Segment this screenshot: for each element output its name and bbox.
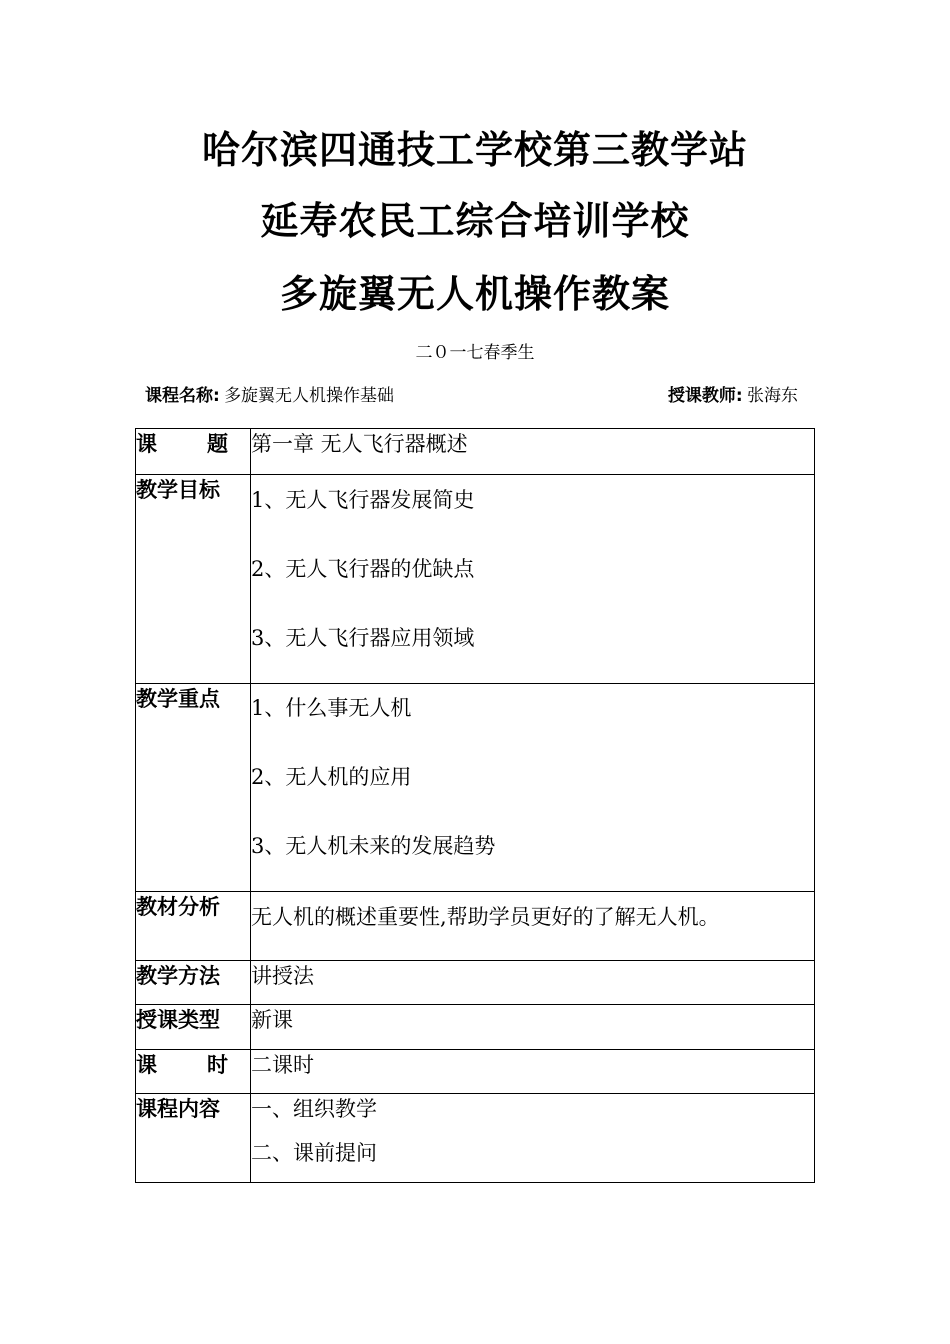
analysis-value: 无人机的概述重要性,帮助学员更好的了解无人机。 — [251, 892, 815, 961]
school-title: 哈尔滨四通技工学校第三教学站 — [201, 128, 748, 172]
hours-label — [136, 1050, 251, 1094]
goals-label: 教学目标 — [136, 475, 251, 684]
goals-list — [251, 475, 815, 684]
hours-label-char-2: 时 — [207, 1053, 228, 1077]
goal-item: 1、无人飞行器发展简史 — [251, 488, 475, 512]
training-school-title: 延寿农民工综合培训学校 — [260, 199, 690, 243]
focus-row — [136, 684, 815, 892]
analysis-label: 教材分析 — [136, 892, 251, 961]
hours-value: 二课时 — [251, 1050, 815, 1094]
topic-label-char-1: 课 — [136, 432, 157, 456]
goal-item: 2、无人飞行器的优缺点 — [251, 557, 475, 581]
focus-label: 教学重点 — [136, 684, 251, 892]
method-row — [136, 961, 815, 1005]
lesson-plan-table — [135, 428, 815, 1183]
focus-item: 3、无人机未来的发展趋势 — [251, 834, 496, 858]
topic-label — [136, 429, 251, 475]
type-value: 新课 — [251, 1005, 815, 1050]
content-item: 一、组织教学 — [251, 1097, 377, 1121]
hours-row — [136, 1050, 815, 1094]
method-value: 讲授法 — [251, 961, 815, 1005]
type-row — [136, 1005, 815, 1050]
teacher-line — [668, 385, 798, 407]
goal-item: 3、无人飞行器应用领域 — [251, 626, 475, 650]
type-label: 授课类型 — [136, 1005, 251, 1050]
topic-row — [136, 429, 815, 475]
content-label: 课程内容 — [136, 1094, 251, 1183]
method-label: 教学方法 — [136, 961, 251, 1005]
content-list — [251, 1094, 815, 1183]
focus-item: 1、什么事无人机 — [251, 696, 412, 720]
topic-value: 第一章 无人飞行器概述 — [251, 429, 815, 475]
topic-label-char-2: 题 — [207, 432, 228, 456]
course-name-value: 多旋翼无人机操作基础 — [224, 386, 395, 406]
focus-list — [251, 684, 815, 892]
focus-item: 2、无人机的应用 — [251, 765, 412, 789]
hours-label-char-1: 课 — [136, 1053, 157, 1077]
content-row — [136, 1094, 815, 1183]
season-subtitle: 二０一七春季生 — [415, 343, 535, 363]
teacher-value: 张海东 — [747, 386, 798, 406]
course-name-line — [145, 385, 394, 407]
goals-row — [136, 475, 815, 684]
content-item: 二、课前提问 — [251, 1141, 377, 1165]
analysis-row — [136, 892, 815, 961]
lesson-plan-title: 多旋翼无人机操作教案 — [279, 272, 670, 316]
course-name-label: 课程名称: — [145, 386, 220, 406]
teacher-label: 授课教师: — [667, 386, 743, 406]
